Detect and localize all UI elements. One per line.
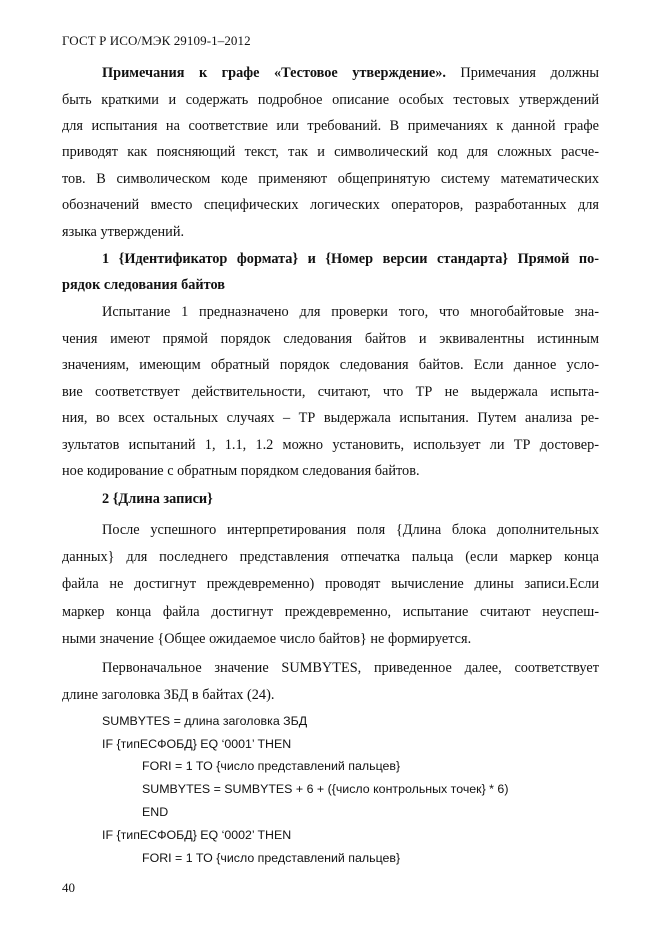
notes-first-line — [102, 64, 599, 82]
section1-line: ное кодирование с обратным порядком следования байтов. — [62, 463, 420, 479]
section2-para1-line: маркер конца файла достигнут преждевременно, испытание считают неуспеш- — [62, 604, 599, 620]
page-number: 40 — [62, 880, 75, 895]
section1-line: вие соответствует действительности, считают, что ТР не выдержала испыта- — [62, 384, 599, 400]
code-line: IF {типЕСФОБД} EQ ‘0002’ THEN — [102, 828, 292, 842]
section2-para2-line: Первоначальное значение SUMBYTES, приведенное далее, соответствует — [102, 660, 599, 676]
notes-first-line-text: Примечания должны — [445, 65, 600, 81]
notes-line: обозначений вместо специфических логических операторов, разработанных для — [62, 197, 599, 213]
section2-para1-line: данных} для последнего представления отпечатка пальца (если маркер конца — [62, 549, 599, 565]
notes-line: языка утверждений. — [62, 224, 185, 240]
notes-line: приводят как поясняющий текст, так и символический код для сложных расче- — [62, 144, 599, 160]
section1-heading-line: рядок следования байтов — [62, 277, 225, 293]
notes-heading: Примечания к графе «Тестовое утверждение». — [102, 65, 446, 81]
code-line: SUMBYTES = длина заголовка ЗБД — [102, 714, 308, 728]
standard-header: ГОСТ Р ИСО/МЭК 29109-1–2012 — [62, 33, 251, 48]
code-line: FORI = 1 TO {число представлений пальцев} — [142, 851, 401, 865]
section2-para1-line: файла не достигнут преждевременно) проводят вычисление длины записи.Если — [62, 576, 599, 592]
code-line: END — [142, 805, 169, 819]
notes-line: тов. В символическом коде применяют общепринятую систему математических — [62, 171, 599, 187]
code-line: IF {типЕСФОБД} EQ ‘0001’ THEN — [102, 737, 292, 751]
notes-line: для испытания на соответствие или требований. В примечаниях к данной графе — [62, 118, 599, 134]
section1-line: зультатов испытаний 1, 1.1, 1.2 можно установить, использует ли ТР достовер- — [62, 437, 599, 453]
section2-para1-line: ными значение {Общее ожидаемое число байтов} не формируется. — [62, 631, 472, 647]
section1-line: Испытание 1 предназначено для проверки того, что многобайтовые зна- — [102, 304, 599, 320]
section2-para1-line: После успешного интерпретирования поля {Длина блока дополнительных — [102, 522, 599, 538]
section2-heading: 2 {Длина записи} — [102, 491, 213, 507]
notes-line: быть краткими и содержать подробное описание особых тестовых утверждений — [62, 92, 599, 108]
section1-line: чения имеют прямой порядок следования байтов и эквивалентны истинным — [62, 331, 599, 347]
section1-line: значениям, имеющим обратный порядок следования байтов. Если данное усло- — [62, 357, 599, 373]
section2-para2-line: длине заголовка ЗБД в байтах (24). — [62, 687, 275, 703]
section1-line: ния, во всех остальных случаях – ТР выдержала испытания. Путем анализа ре- — [62, 410, 599, 426]
code-line: SUMBYTES = SUMBYTES + 6 + ({число контрольных точек} * 6) — [142, 782, 509, 796]
section1-heading-line: 1 {Идентификатор формата} и {Номер версии стандарта} Прямой по- — [102, 251, 599, 267]
code-line: FORI = 1 TO {число представлений пальцев} — [142, 759, 401, 773]
